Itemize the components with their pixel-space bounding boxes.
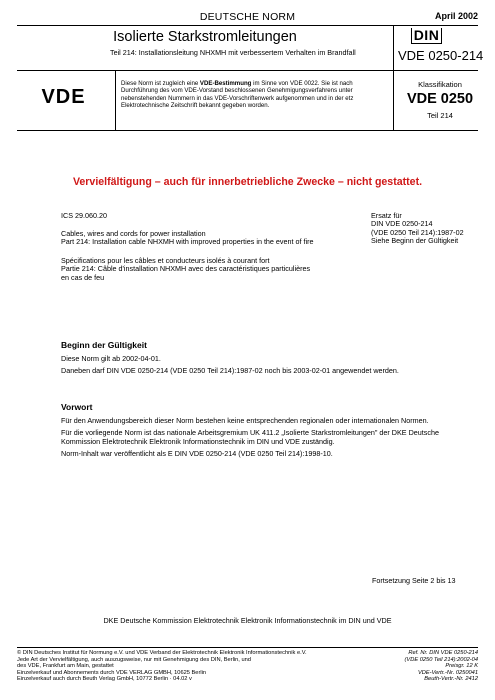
copy-warning: Vervielfältigung – auch für innerbetriebliche Zwecke – nicht gestattet.	[72, 176, 423, 188]
klassifikation-label: Klassifikation	[418, 80, 462, 89]
dke-line: DKE Deutsche Kommission Elektrotechnik Elektronik Informationstechnik im DIN und VDE	[103, 616, 392, 625]
beginn-heading: Beginn der Gültigkeit	[61, 340, 147, 350]
ersatz-block: Ersatz für DIN VDE 0250-214 (VDE 0250 Teil 214):1987-02 Siehe Beginn der Gültigkeit	[371, 211, 464, 246]
norm-type-label: DEUTSCHE NORM	[199, 11, 296, 23]
klassifikation-teil: Teil 214	[427, 111, 453, 120]
band-rule	[17, 130, 478, 131]
band-divider-left	[115, 70, 116, 130]
header-rule	[17, 25, 478, 26]
band-divider-right	[393, 70, 394, 130]
vde-notice: Diese Norm ist zugleich eine VDE-Bestimmung im Sinne von VDE 0022. Sie ist nach Durchführung des vom VDE-Vorstand beschlossenen Genehmigungsverfahrens unter nebenstehenden Nummern in das VDE-Vorschriftenwerk aufgenommen und in der etz Elektrotechnische Zeitschrift bekannt gegeben worden.	[121, 80, 354, 110]
french-title: Spécifications pour les câbles et conducteurs isolés à courant fort Partie 214: Câble d'installation NHXMH avec des caractéristiques particulières en cas de feu	[61, 256, 311, 282]
din-logo: DIN	[411, 28, 442, 44]
publication-date: April 2002	[434, 11, 478, 21]
ics-code: ICS 29.060.20	[61, 211, 107, 220]
document-subtitle: Teil 214: Installationsleitung NHXMH mit verbessertem Verhalten im Brandfall	[110, 48, 356, 57]
din-number: VDE 0250-214	[398, 48, 484, 63]
vde-logo: VDE	[41, 86, 86, 108]
title-rule	[17, 70, 478, 71]
footer-rule	[17, 647, 478, 648]
title-divider	[393, 25, 394, 70]
vorwort-heading: Vorwort	[61, 402, 93, 412]
english-title: Cables, wires and cords for power installation Part 214: Installation cable NHXMH with improved properties in the event of fire	[61, 229, 314, 247]
vorwort-text: Für den Anwendungsbereich dieser Norm bestehen keine entsprechenden regionalen oder internationalen Normen. Für die vorliegende Norm ist das nationale Arbeitsgremium UK 411.2 „Isolierte Starkstromleitungen" der DKE Deutsche Kommission Elektrotechnik Elektronik Informationstechnik im DIN und VDE zuständig. Norm-Inhalt war veröffentlicht als E DIN VDE 0250-214 (VDE 0250 Teil 214):1998-10.	[61, 416, 439, 459]
continuation-note: Fortsetzung Seite 2 bis 13	[372, 576, 456, 585]
footer-copyright: © DIN Deutsches Institut für Normung e.V. und VDE Verband der Elektrotechnik Elektronik Informationstechnik e.V. Jede Art der Vervielfältigung, auch auszugsweise, nur mit Genehmigung des DIN, Berlin, und des VDE, Frankfurt am Main, gestattet Einzelverkauf und Abonnements durch VDE VERLAG GMBH, 10625 Berlin Einzelverkauf auch durch Beuth Verlag GmbH, 10772 Berlin · 04.02 v	[17, 650, 307, 682]
document-title: Isolierte Starkstromleitungen	[113, 29, 297, 45]
beginn-text: Diese Norm gilt ab 2002-04-01. Daneben darf DIN VDE 0250-214 (VDE 0250 Teil 214):1987-02 noch bis 2003-02-01 angewendet werden.	[61, 354, 399, 376]
footer-reference: Ref. Nr. DIN VDE 0250-214 (VDE 0250 Teil 214):2002-04 Preisgr. 12 K VDE-Vertr.-Nr. 0250041 Beuth-Vertr.-Nr. 2412	[404, 650, 478, 682]
klassifikation-code: VDE 0250	[406, 91, 474, 107]
